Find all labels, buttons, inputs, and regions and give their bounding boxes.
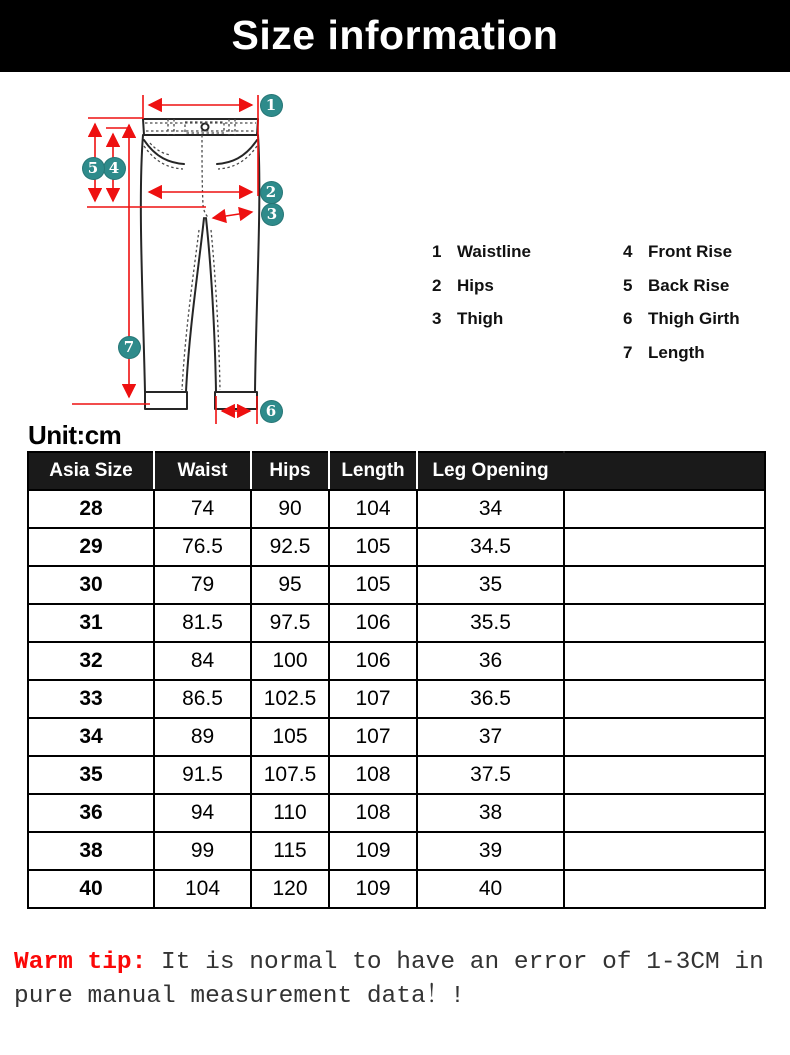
value-cell	[564, 832, 765, 870]
value-cell: 84	[154, 642, 251, 680]
legend-item-front-rise	[623, 242, 740, 262]
measure-badge-3: 3	[261, 203, 284, 226]
table-row	[28, 490, 765, 528]
legend-item-waistline	[432, 242, 531, 262]
measure-badge-1: 1	[260, 94, 283, 117]
table-row	[28, 832, 765, 870]
value-cell: 110	[251, 794, 329, 832]
value-cell: 97.5	[251, 604, 329, 642]
value-cell: 105	[329, 528, 417, 566]
legend-label: Hips	[457, 275, 494, 295]
size-cell: 32	[28, 642, 154, 680]
value-cell	[564, 794, 765, 832]
legend-label: Thigh Girth	[648, 309, 740, 328]
legend-label: Back Rise	[648, 275, 730, 295]
value-cell	[564, 566, 765, 604]
value-cell: 107	[329, 718, 417, 756]
table-row	[28, 756, 765, 794]
table-row	[28, 870, 765, 908]
legend-num: 3	[432, 309, 442, 328]
value-cell: 107.5	[251, 756, 329, 794]
size-cell: 38	[28, 832, 154, 870]
value-cell: 81.5	[154, 604, 251, 642]
measurement-legend-left	[432, 242, 531, 343]
legend-item-thigh-girth	[623, 309, 740, 329]
value-cell: 104	[154, 870, 251, 908]
value-cell: 39	[417, 832, 564, 870]
legend-label: Length	[648, 342, 705, 362]
value-cell: 106	[329, 604, 417, 642]
legend-item-hips	[432, 276, 531, 296]
value-cell: 105	[329, 566, 417, 604]
table-header-cell: Hips	[251, 452, 329, 490]
value-cell: 95	[251, 566, 329, 604]
legend-item-back-rise	[623, 276, 740, 296]
table-header-row	[28, 452, 765, 490]
size-cell: 28	[28, 490, 154, 528]
table-header-cell: Waist	[154, 452, 251, 490]
table-header-cell: Leg Opening	[417, 452, 564, 490]
value-cell: 107	[329, 680, 417, 718]
table-header-cell	[564, 452, 765, 490]
size-cell: 29	[28, 528, 154, 566]
value-cell: 94	[154, 794, 251, 832]
legend-label: Waistline	[457, 242, 531, 261]
warm-tip-label: Warm tip:	[14, 949, 147, 976]
size-cell: 33	[28, 680, 154, 718]
legend-item-thigh	[432, 309, 531, 329]
legend-num: 1	[432, 242, 442, 261]
value-cell: 36.5	[417, 680, 564, 718]
value-cell: 37	[417, 718, 564, 756]
value-cell: 104	[329, 490, 417, 528]
value-cell: 102.5	[251, 680, 329, 718]
legend-label: Front Rise	[648, 242, 733, 261]
table-row	[28, 794, 765, 832]
measurement-legend-right	[623, 242, 740, 376]
table-row	[28, 642, 765, 680]
value-cell: 90	[251, 490, 329, 528]
table-row	[28, 566, 765, 604]
table-header-cell: Length	[329, 452, 417, 490]
value-cell: 109	[329, 870, 417, 908]
value-cell: 115	[251, 832, 329, 870]
value-cell	[564, 756, 765, 794]
size-cell: 34	[28, 718, 154, 756]
page-title: Size information	[231, 12, 559, 58]
value-cell: 100	[251, 642, 329, 680]
size-cell: 35	[28, 756, 154, 794]
value-cell: 35.5	[417, 604, 564, 642]
value-cell	[564, 490, 765, 528]
warm-tip-text: It is normal to have an error of 1-3CM in pure manual measurement data！!	[14, 949, 764, 1010]
measure-badge-6: 6	[260, 400, 283, 423]
value-cell	[564, 870, 765, 908]
value-cell	[564, 528, 765, 566]
value-cell: 36	[417, 642, 564, 680]
size-cell: 36	[28, 794, 154, 832]
pants-diagram-illustration	[55, 85, 385, 430]
value-cell: 35	[417, 566, 564, 604]
value-cell: 92.5	[251, 528, 329, 566]
title-bar	[0, 0, 790, 72]
value-cell	[564, 604, 765, 642]
value-cell: 74	[154, 490, 251, 528]
value-cell: 120	[251, 870, 329, 908]
value-cell: 105	[251, 718, 329, 756]
value-cell: 108	[329, 794, 417, 832]
size-cell: 30	[28, 566, 154, 604]
value-cell: 99	[154, 832, 251, 870]
value-cell: 79	[154, 566, 251, 604]
measure-badge-5: 5	[82, 157, 105, 180]
value-cell	[564, 642, 765, 680]
legend-num: 5	[623, 275, 633, 295]
size-cell: 40	[28, 870, 154, 908]
value-cell: 34.5	[417, 528, 564, 566]
value-cell: 108	[329, 756, 417, 794]
value-cell: 38	[417, 794, 564, 832]
table-row	[28, 680, 765, 718]
legend-label: Thigh	[457, 309, 504, 328]
legend-num: 4	[623, 242, 633, 261]
table-row	[28, 528, 765, 566]
value-cell: 37.5	[417, 756, 564, 794]
size-table	[27, 451, 766, 909]
value-cell	[564, 718, 765, 756]
legend-num: 6	[623, 309, 633, 328]
value-cell: 109	[329, 832, 417, 870]
value-cell	[564, 680, 765, 718]
warm-tip	[14, 946, 790, 1014]
value-cell: 91.5	[154, 756, 251, 794]
table-row	[28, 604, 765, 642]
value-cell: 40	[417, 870, 564, 908]
value-cell: 34	[417, 490, 564, 528]
legend-num: 2	[432, 275, 442, 295]
measure-badge-2: 2	[260, 181, 283, 204]
measure-badge-7: 7	[118, 336, 141, 359]
table-header-cell: Asia Size	[28, 452, 154, 490]
legend-num: 7	[623, 342, 633, 362]
legend-item-length	[623, 343, 740, 363]
value-cell: 76.5	[154, 528, 251, 566]
value-cell: 106	[329, 642, 417, 680]
measure-badge-4: 4	[103, 157, 126, 180]
value-cell: 86.5	[154, 680, 251, 718]
table-row	[28, 718, 765, 756]
value-cell: 89	[154, 718, 251, 756]
unit-label: Unit:cm	[28, 420, 122, 450]
size-cell: 31	[28, 604, 154, 642]
